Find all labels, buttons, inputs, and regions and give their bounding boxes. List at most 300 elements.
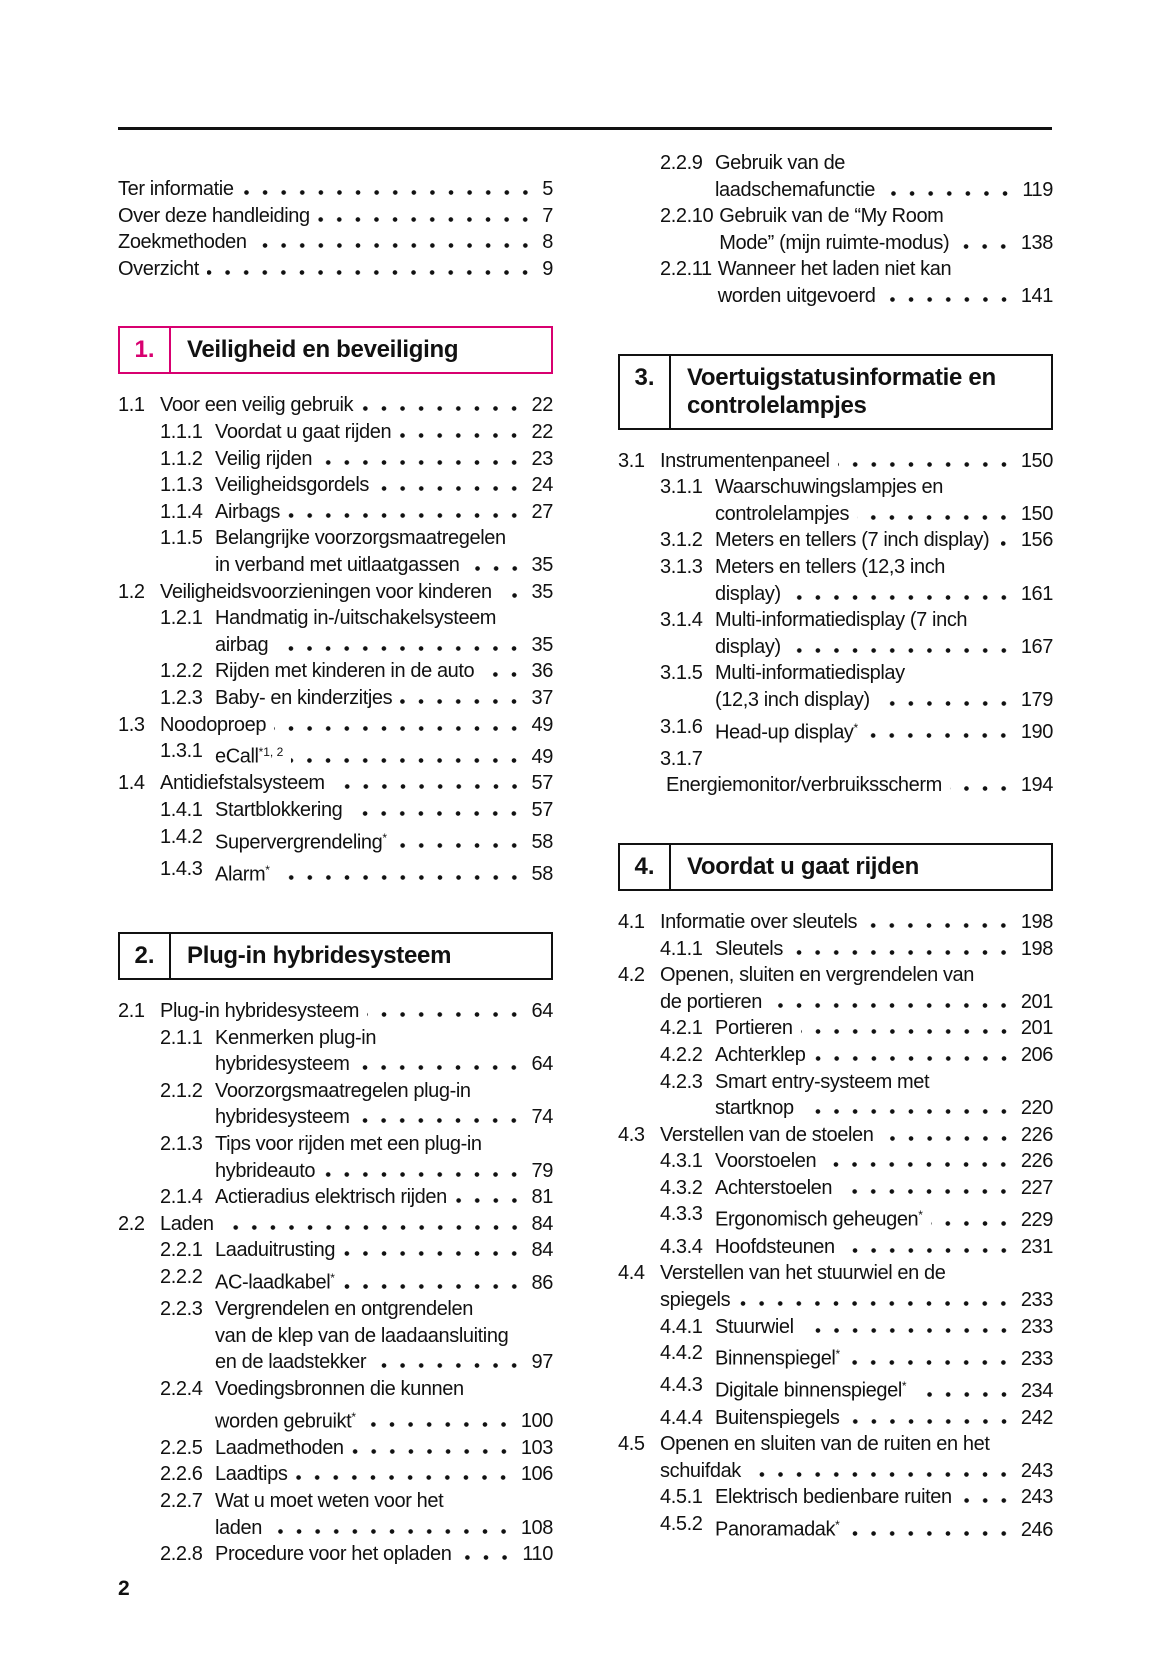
entry-text-line: Vergrendelen en ontgrendelen — [215, 1298, 473, 1321]
toc-entry — [118, 203, 553, 230]
entry-text-last: Hoofdsteunen — [715, 1235, 835, 1258]
page-ref: 206 — [1020, 1043, 1053, 1066]
section-title-line: Plug-in hybridesysteem — [187, 942, 452, 970]
entry-text — [215, 605, 553, 658]
entry-number: 1.3.1 — [160, 740, 203, 763]
toc-entry — [618, 448, 1053, 475]
dot-leader — [791, 950, 1013, 955]
toc-entry — [118, 472, 553, 499]
entry-text-line — [160, 770, 553, 797]
entry-text — [160, 1211, 553, 1238]
page-ref: 23 — [531, 447, 553, 470]
entry-text-line — [715, 1095, 1053, 1122]
dot-leader — [395, 843, 524, 848]
toc-entry — [118, 229, 553, 256]
page-ref: 64 — [531, 1000, 553, 1023]
entry-text-line — [215, 1051, 553, 1078]
page-ref: 108 — [520, 1516, 553, 1539]
page-ref: 242 — [1020, 1406, 1053, 1429]
entry-text-last: Mode” (mijn ruimte-modus) — [719, 231, 950, 254]
dot-leader — [884, 297, 1013, 302]
dot-leader — [242, 190, 535, 195]
dot-leader — [295, 1475, 512, 1480]
toc-entry — [618, 714, 1053, 746]
entry-text — [660, 962, 1053, 1015]
toc-entry — [618, 1122, 1053, 1149]
entry-text-line — [715, 714, 1053, 746]
page-ref: 198 — [1020, 910, 1053, 933]
entry-number: 2.2.9 — [660, 152, 703, 174]
entry-text-last: Voorstoelen — [715, 1150, 817, 1173]
entry-text-last: schuifdak — [660, 1459, 741, 1482]
entry-text — [660, 1260, 1053, 1313]
entry-text-last: Voor een veilig gebruik — [160, 394, 354, 417]
entry-text-line — [660, 1458, 1053, 1485]
page-ref: 64 — [531, 1053, 553, 1076]
entry-text-line — [715, 634, 1053, 661]
entry-text — [660, 1122, 1053, 1149]
entry-text-line — [715, 1201, 1053, 1233]
dot-leader — [361, 406, 523, 411]
dot-leader — [865, 923, 1013, 928]
entry-number: 2.2.10 — [660, 205, 714, 228]
entry-number: 4.2.3 — [660, 1070, 703, 1093]
toc-entry — [618, 1175, 1053, 1202]
toc-entry — [618, 527, 1053, 554]
entry-text-line — [715, 1340, 1053, 1372]
toc-entry — [618, 1201, 1053, 1233]
dot-leader — [207, 270, 534, 275]
entry-text — [715, 1201, 1053, 1233]
toc-entry — [618, 150, 1053, 203]
entry-text-line — [215, 738, 553, 770]
entry-text-last: worden uitgevoerd — [717, 284, 876, 307]
entry-text — [215, 1296, 553, 1376]
entry-text-line — [160, 1211, 553, 1238]
entry-text-line — [719, 230, 1053, 257]
page-ref: 226 — [1020, 1123, 1053, 1146]
entry-text — [715, 746, 1053, 773]
entry-text — [715, 554, 1053, 607]
toc-entry — [618, 1405, 1053, 1432]
entry-text — [715, 1340, 1053, 1372]
entry-number: 3.1 — [618, 449, 645, 472]
toc-entry — [118, 1078, 553, 1131]
page-ref: 194 — [1020, 774, 1053, 797]
entry-text-line — [215, 1461, 553, 1488]
dot-leader — [367, 1012, 523, 1017]
page-ref: 84 — [531, 1239, 553, 1262]
entry-text — [215, 446, 553, 473]
entry-number: 2.1.3 — [160, 1133, 203, 1155]
entry-number: 4.5 — [618, 1433, 645, 1456]
dot-leader — [274, 726, 523, 731]
toc-entry — [118, 1435, 553, 1462]
entry-number: 1.1.4 — [160, 500, 203, 523]
dot-leader — [957, 244, 1013, 249]
dot-leader — [333, 784, 524, 789]
entry-number: 4.2.2 — [660, 1043, 703, 1066]
toc-entry — [118, 1237, 553, 1264]
dot-leader — [824, 1162, 1013, 1167]
entry-text-line — [215, 552, 553, 579]
entry-text-line: Handmatig in-/uitschakelsysteem — [215, 607, 497, 630]
toc-entry — [618, 1015, 1053, 1042]
entry-text — [215, 1078, 553, 1131]
dot-leader — [468, 566, 524, 571]
entry-text-last: Plug-in hybridesysteem — [160, 1000, 360, 1023]
entry-text-line: Multi-informatiedisplay — [715, 662, 905, 685]
entry-text-line — [215, 1435, 553, 1462]
entry-text — [715, 1372, 1053, 1404]
entry-text — [718, 256, 1053, 309]
entry-text-line — [715, 177, 1053, 204]
dot-leader — [323, 1172, 523, 1177]
toc-columns — [118, 150, 1053, 1568]
dot-leader — [840, 1189, 1013, 1194]
dot-leader — [288, 513, 524, 518]
entry-number: 1.2.1 — [160, 607, 203, 630]
page-ref: 27 — [531, 500, 553, 523]
footnote-marker: * — [835, 1517, 840, 1532]
entry-text — [215, 1376, 553, 1435]
toc-entry — [118, 1461, 553, 1488]
entry-text-line — [215, 1104, 553, 1131]
entry-text-line — [215, 446, 553, 473]
page-ref: 37 — [531, 686, 553, 709]
toc-entry — [118, 824, 553, 856]
entry-text-line: Smart entry-systeem met — [715, 1070, 930, 1093]
dot-leader — [883, 191, 1014, 196]
toc-entry — [618, 1511, 1053, 1543]
toc-entry — [618, 607, 1053, 660]
entry-text-last: Achterklep — [715, 1043, 806, 1066]
entry-text-line — [118, 203, 553, 230]
toc-entry — [118, 1184, 553, 1211]
entry-text-line — [715, 1372, 1053, 1404]
entry-text-line — [715, 1175, 1053, 1202]
entry-number: 3.1.6 — [660, 715, 703, 738]
page-ref: 227 — [1020, 1176, 1053, 1199]
dot-leader — [801, 1029, 1013, 1034]
toc-entry — [118, 856, 553, 888]
entry-text-line: Verstellen van het stuurwiel en de — [660, 1262, 946, 1285]
page-ref: 201 — [1020, 1017, 1053, 1040]
entry-text-last: Over deze handleiding — [118, 204, 310, 227]
entry-text — [715, 1314, 1053, 1341]
page-ref: 97 — [531, 1351, 553, 1374]
dot-leader — [400, 699, 523, 704]
page-ref: 35 — [531, 553, 553, 576]
entry-text-line: Voedingsbronnen die kunnen — [215, 1378, 464, 1400]
entry-number: 4.3.3 — [660, 1203, 703, 1226]
entry-text — [118, 203, 553, 230]
page-ref: 24 — [531, 474, 553, 497]
entry-text-line — [715, 1015, 1053, 1042]
dot-leader — [843, 1248, 1013, 1253]
dot-leader — [364, 1422, 513, 1427]
entry-text-last: Veiligheidsgordels — [215, 474, 370, 497]
dot-leader — [377, 486, 524, 491]
entry-text-last: Noodoproep — [160, 713, 267, 736]
dot-leader — [802, 1109, 1013, 1114]
section-header — [618, 843, 1053, 891]
entry-number: 1.4.3 — [160, 857, 203, 880]
entry-text — [215, 1237, 553, 1264]
section-number: 3. — [620, 356, 671, 428]
entry-text — [715, 1069, 1053, 1122]
page-ref: 35 — [531, 580, 553, 603]
dot-leader — [291, 758, 523, 763]
entry-text-last: display) — [715, 582, 781, 605]
entry-number: 4.4.4 — [660, 1406, 703, 1429]
entry-number: 2.2.4 — [160, 1378, 203, 1400]
entry-text-line — [715, 1042, 1053, 1069]
entry-text-last: Alarm* — [215, 862, 270, 886]
toc-entry — [618, 1234, 1053, 1261]
dot-leader — [915, 1392, 1013, 1397]
entry-text-last: Sleutels — [715, 937, 783, 960]
entry-text-last: eCall$^{*1, 2}$ — [215, 745, 284, 768]
page-ref: 234 — [1020, 1380, 1053, 1402]
dot-leader — [749, 1472, 1013, 1477]
entry-text-last: AC-laadkabel* — [215, 1270, 335, 1294]
entry-text-line — [715, 581, 1053, 608]
entry-number: 4.4.1 — [660, 1315, 703, 1338]
dot-leader — [318, 217, 535, 222]
entry-text-line: Gebruik van de — [715, 152, 846, 174]
entry-number: 4.1 — [618, 910, 645, 933]
entry-text — [215, 1541, 553, 1568]
toc-entry — [118, 797, 553, 824]
entry-text — [215, 1131, 553, 1184]
entry-text-line — [715, 1234, 1053, 1261]
entry-number: 4.2.1 — [660, 1017, 703, 1040]
entry-text-last: laadschemafunctie — [715, 178, 875, 201]
entry-number: 3.1.3 — [660, 555, 703, 578]
entry-text-last: Laden — [160, 1212, 214, 1235]
dot-leader — [838, 462, 1013, 467]
entry-text-line — [715, 1148, 1053, 1175]
entry-number: 4.3 — [618, 1123, 645, 1146]
entry-text-last: worden gebruikt* — [215, 1409, 356, 1433]
page-ref: 161 — [1020, 582, 1053, 605]
entry-text — [215, 738, 553, 770]
page-ref: 35 — [531, 633, 553, 656]
entry-text-last: de portieren — [660, 990, 762, 1013]
page-ref: 150 — [1020, 449, 1053, 472]
entry-text-line: Waarschuwingslampjes en — [715, 476, 943, 499]
entry-text-line — [215, 1184, 553, 1211]
entry-text — [160, 998, 553, 1025]
entry-number: 3.1.1 — [660, 476, 703, 499]
entry-text-last: startknop — [715, 1097, 794, 1120]
left-column — [118, 150, 553, 1568]
entry-text-line — [660, 909, 1053, 936]
entry-text-line — [715, 1484, 1053, 1511]
page-ref: 229 — [1020, 1209, 1053, 1232]
entry-text — [215, 472, 553, 499]
section-title — [671, 845, 927, 889]
dot-leader — [276, 646, 523, 651]
dot-leader — [352, 1449, 513, 1454]
entry-number: 2.2.1 — [160, 1239, 203, 1262]
entry-text-line — [215, 1264, 553, 1296]
entry-number: 4.4.3 — [660, 1374, 703, 1397]
dot-leader — [222, 1225, 524, 1230]
entry-text-line — [715, 936, 1053, 963]
entry-number: 2.2.7 — [160, 1490, 203, 1513]
dot-leader — [878, 701, 1013, 706]
entry-text-line: Meters en tellers (12,3 inch — [715, 555, 946, 578]
entry-number: 1.2 — [118, 580, 145, 603]
toc-entry — [118, 658, 553, 685]
entry-number: 1.2.3 — [160, 686, 203, 709]
entry-text — [715, 607, 1053, 660]
toc-entry — [118, 770, 553, 797]
page-ref: 156 — [1020, 529, 1053, 552]
entry-text-line — [118, 256, 553, 283]
entry-text-line — [118, 176, 553, 203]
entry-text-last: in verband met uitlaatgassen — [215, 553, 460, 576]
entry-text-last: display) — [715, 635, 781, 658]
toc-entry — [618, 660, 1053, 713]
toc-entry — [118, 499, 553, 526]
page-ref: 7 — [542, 204, 553, 227]
dot-leader — [374, 1363, 523, 1368]
section-title — [171, 328, 466, 372]
toc-entry — [618, 1069, 1053, 1122]
entry-number: 2.2 — [118, 1212, 145, 1235]
page-ref: 243 — [1020, 1486, 1053, 1509]
entry-text-last: Supervergrendeling* — [215, 830, 388, 854]
page-ref: 84 — [531, 1212, 553, 1235]
entry-text-last: hybrideauto — [215, 1159, 316, 1182]
entry-number: 1.1 — [118, 394, 145, 417]
entry-number: 1.4.2 — [160, 825, 203, 848]
footnote-marker: * — [351, 1409, 356, 1424]
toc-entry — [118, 998, 553, 1025]
page-ref: 190 — [1020, 721, 1053, 744]
entry-text — [660, 1431, 1053, 1484]
dot-leader — [802, 1328, 1013, 1333]
dot-leader — [789, 595, 1013, 600]
entry-text-line — [215, 1403, 553, 1435]
section-title — [671, 356, 1004, 428]
entry-text-line: Multi-informatiedisplay (7 inch — [715, 609, 968, 632]
toc-entry — [618, 1314, 1053, 1341]
entry-text-last: Ter informatie — [118, 178, 234, 200]
entry-number: 1.1.2 — [160, 447, 203, 470]
entry-text — [715, 150, 1053, 203]
toc-entry — [618, 909, 1053, 936]
toc-entry — [618, 474, 1053, 527]
page-ref: 141 — [1020, 284, 1053, 307]
toc-entry — [118, 1541, 553, 1568]
entry-text-last: Antidiefstalsysteem — [160, 772, 325, 795]
entry-text-line — [160, 579, 553, 606]
entry-text-line — [215, 1158, 553, 1185]
footnote-marker: * — [330, 1270, 335, 1285]
dot-leader — [255, 243, 535, 248]
entry-text — [215, 685, 553, 712]
entry-text-line: Gebruik van de “My Room — [719, 205, 944, 228]
top-rule — [118, 127, 1052, 130]
entry-text — [160, 712, 553, 739]
entry-text-line — [160, 998, 553, 1025]
entry-number: 4.1.1 — [660, 937, 703, 960]
toc-entry — [618, 1431, 1053, 1484]
entry-number: 4.3.1 — [660, 1150, 703, 1173]
entry-text-line — [715, 1405, 1053, 1432]
entry-text — [715, 1042, 1053, 1069]
entry-number: 1.2.2 — [160, 660, 203, 683]
entry-number: 2.1.2 — [160, 1079, 203, 1102]
entry-text — [160, 392, 553, 419]
entry-text-line — [160, 392, 553, 419]
toc-entry — [618, 1260, 1053, 1313]
dot-leader — [482, 672, 523, 677]
page-ref: 201 — [1020, 990, 1053, 1013]
dot-leader — [357, 1065, 523, 1070]
toc-entry — [618, 1340, 1053, 1372]
entry-text-line — [215, 1515, 553, 1542]
entry-text-last: Startblokkering — [215, 798, 343, 821]
entry-text-line: van de klep van de laadaansluiting — [215, 1324, 509, 1347]
page-ref: 100 — [520, 1410, 553, 1433]
entry-text-last: airbag — [215, 633, 269, 656]
entry-number: 3.1.4 — [660, 609, 703, 632]
toc-entry — [618, 772, 1053, 799]
entry-number: 2.2.6 — [160, 1463, 203, 1486]
toc-entry — [618, 1372, 1053, 1404]
entry-text-last: Informatie over sleutels — [660, 910, 858, 933]
dot-leader — [350, 811, 523, 816]
entry-text — [215, 1025, 553, 1078]
page-ref: 22 — [531, 394, 553, 417]
toc-entry — [118, 419, 553, 446]
page-ref: 167 — [1020, 635, 1053, 658]
entry-text-line: Wanneer het laden niet kan — [717, 258, 952, 281]
entry-number: 2.2.5 — [160, 1436, 203, 1459]
page-ref: 220 — [1020, 1097, 1053, 1120]
page-ref: 233 — [1020, 1347, 1053, 1370]
section-number: 1. — [120, 328, 171, 372]
entry-text-line — [715, 1314, 1053, 1341]
dot-leader — [270, 1529, 513, 1534]
toc-entry — [618, 256, 1053, 309]
dot-leader — [931, 1221, 1013, 1226]
entry-number: 4.5.1 — [660, 1486, 703, 1509]
entry-text-last: spiegels — [660, 1288, 731, 1311]
entry-text-last: Veilig rijden — [215, 447, 313, 470]
entry-text-line: Kenmerken plug-in — [215, 1026, 377, 1049]
entry-text-last: hybridesysteem — [215, 1053, 350, 1076]
toc-entry — [118, 256, 553, 283]
entry-text-line — [660, 989, 1053, 1016]
toc-entry — [118, 392, 553, 419]
toc-entry — [118, 176, 553, 203]
toc-entry — [618, 936, 1053, 963]
page-ref: 8 — [542, 231, 553, 254]
entry-text-line — [215, 1349, 553, 1376]
entry-text-line — [660, 1287, 1053, 1314]
entry-text-line — [215, 472, 553, 499]
entry-text — [715, 474, 1053, 527]
page-ref: 179 — [1020, 688, 1053, 711]
entry-text — [660, 448, 1053, 475]
entry-text-line: Openen, sluiten en vergrendelen van — [660, 964, 975, 987]
